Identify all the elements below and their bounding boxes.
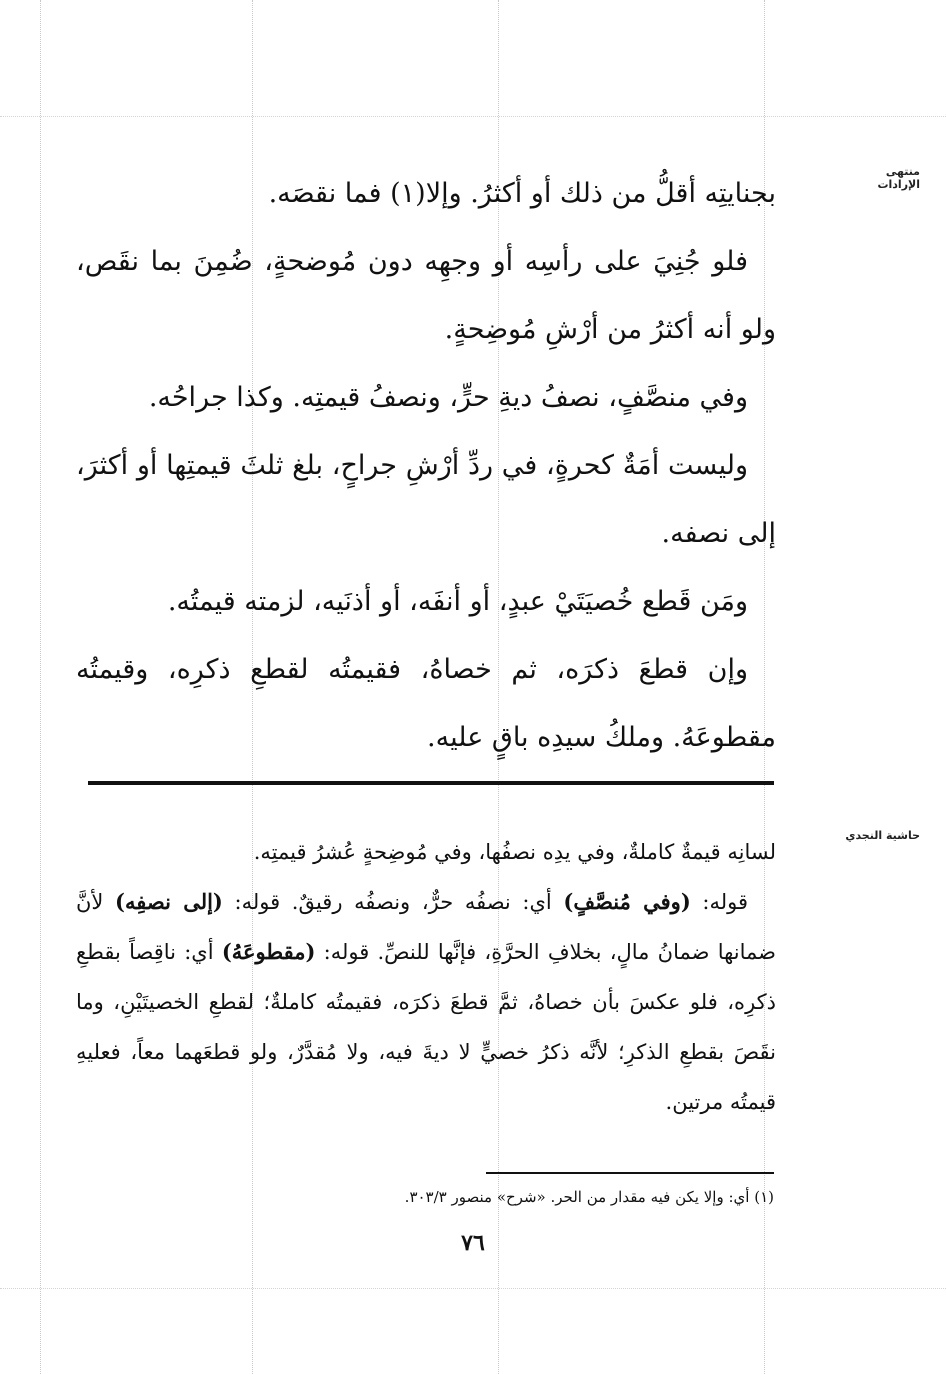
main-paragraph: فلو جُنِيَ على رأسِه أو وجهِه دون مُوضحةٍ، ضُمِنَ بما نقَص، ولو أنه أكثرُ من أرْشِ مُوضِحةٍ. bbox=[76, 246, 776, 345]
commentary-text-run: قوله: bbox=[690, 890, 749, 914]
commentary-text-run: أي: ناقِصاً بقطعِ ذكرِه، فلو عكسَ بأن خصاهُ، ثمَّ قطعَ ذكرَه، فقيمتُه كاملةٌ؛ لقطعِ الخصيتَيْنِ، وما نقَصَ بقطعِ الذكرِ؛ لأنَّه ذكرُ خصيٍّ لا ديةَ فيه، ولا مُقدَّرٌ، ولو قطعَهما معاً، فعليهِ قيمتُه مرتين. bbox=[76, 940, 776, 1114]
scan-guide-line bbox=[0, 1288, 946, 1289]
footnote: (١) أي: وإلا يكن فيه مقدار من الحر. «شرح» منصور ٣٠٣/٣. bbox=[404, 1188, 774, 1206]
scan-guide-line bbox=[40, 0, 41, 1374]
commentary-text-run: أي: نصفُه حرٌّ، ونصفُه رقيقٌ. قوله: bbox=[222, 890, 564, 914]
main-paragraph: وإن قطعَ ذكرَه، ثم خصاهُ، فقيمتُه لقطعِ ذكرِه، وقيمتُه مقطوعَهُ. وملكُ سيدِه باقٍ عليه. bbox=[76, 654, 776, 753]
quoted-term: (مقطوعَهُ) bbox=[221, 939, 316, 964]
page-number: ٧٦ bbox=[461, 1230, 485, 1256]
commentary-paragraph: لسانِه قيمةٌ كاملةٌ، وفي يدِه نصفُها، وفي مُوضِحةٍ عُشرُ قيمتِه. bbox=[253, 840, 776, 864]
main-paragraph: بجنايتِه أقلُّ من ذلك أو أكثرُ. وإلا(١) فما نقصَه. bbox=[268, 178, 776, 209]
scan-guide-line bbox=[0, 116, 946, 117]
section-divider bbox=[88, 781, 774, 785]
main-paragraph: وفي منصَّفٍ، نصفُ ديةِ حرٍّ، ونصفُ قيمتِه. وكذا جراحُه. bbox=[148, 382, 748, 413]
footnote-divider bbox=[486, 1172, 774, 1174]
commentary-text bbox=[76, 827, 776, 1127]
side-label-hashiya: حاشية النجدي bbox=[845, 829, 920, 842]
main-paragraph: وليست أمَةٌ كحرةٍ، في ردِّ أرْشِ جراحٍ، بلغ ثلثَ قيمتِها أو أكثرَ، إلى نصفه. bbox=[76, 450, 776, 549]
side-label-muntaha: منتهى الإرادات bbox=[877, 165, 920, 191]
commentary-paragraph bbox=[76, 877, 776, 1127]
commentary-text-run: لأنَّ ضمانها ضمانُ مالٍ، بخلافِ الحرَّةِ، فإنَّها للنصِّ. قوله: bbox=[76, 890, 776, 964]
quoted-term: (إلى نصفِه) bbox=[115, 889, 223, 914]
main-text bbox=[76, 160, 776, 772]
quoted-term: (وفي مُنصَّفٍ) bbox=[563, 889, 691, 914]
main-paragraph: ومَن قَطع خُصيَتَيْ عبدٍ، أو أنفَه، أو أذنَيه، لزمته قيمتُه. bbox=[167, 586, 748, 617]
